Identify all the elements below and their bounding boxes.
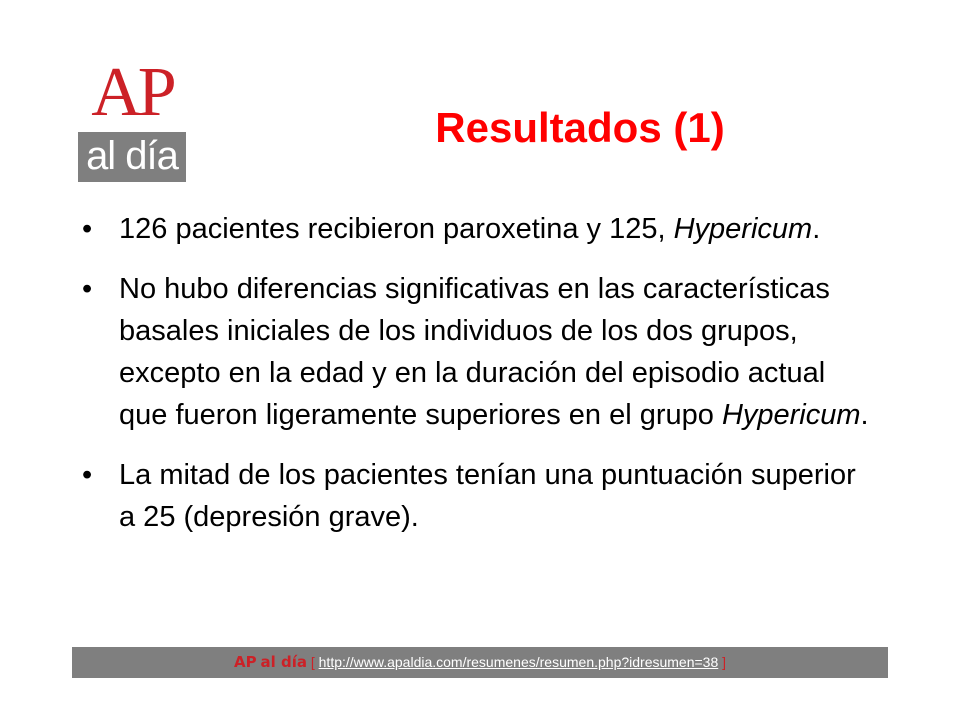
bullet-text-end: .	[812, 213, 821, 245]
bullet-text: 126 pacientes recibieron paroxetina y 125,	[119, 213, 674, 245]
bullet-text: No hubo diferencias significativas en las características basales iniciales de los individuos de los dos grupos, excepto en la edad y en la duración del episodio actual que fueron ligeramente superiores en el grupo	[119, 273, 830, 431]
logo-al-dia-text: al día	[78, 132, 186, 182]
bullet-item	[82, 208, 872, 250]
bullet-item	[82, 268, 872, 436]
ap-al-dia-logo	[76, 54, 188, 182]
logo-ap-text: AP	[91, 54, 173, 131]
bullet-text-end: .	[860, 399, 869, 431]
bullet-emphasis: Hypericum	[673, 213, 813, 245]
bullet-item	[82, 454, 872, 538]
slide-title: Resultados (1)	[435, 104, 725, 151]
footer-url-link[interactable]: http://www.apaldia.com/resumenes/resumen.php?idresumen=38	[318, 654, 719, 670]
footer-bracket-close: ]	[722, 654, 727, 670]
bullet-text: La mitad de los pacientes tenían una puntuación superior a 25 (depresión grave).	[119, 459, 856, 533]
bullet-list	[82, 208, 872, 556]
footer-bar	[72, 647, 888, 678]
footer-bracket-open: [	[310, 654, 315, 670]
bullet-emphasis: Hypericum	[721, 399, 861, 431]
footer-brand-ap: AP	[233, 653, 257, 671]
footer-brand-al-dia: al día	[260, 653, 307, 671]
